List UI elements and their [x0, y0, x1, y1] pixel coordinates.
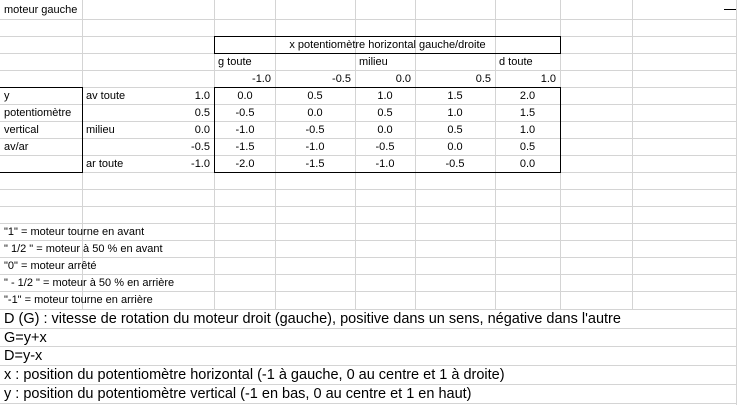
- gridline: [0, 206, 737, 207]
- value-cell[interactable]: 1.0: [519, 124, 536, 136]
- sheet-edge-marker: [724, 9, 736, 10]
- value-cell[interactable]: 1.0: [377, 90, 393, 102]
- title-cell[interactable]: moteur gauche: [4, 4, 78, 16]
- legend-line[interactable]: "0" = moteur arrêté: [4, 260, 97, 272]
- row-label-av-toute[interactable]: av toute: [86, 90, 126, 102]
- x-label-d-toute[interactable]: d toute: [499, 56, 533, 68]
- value-cell[interactable]: 1.5: [519, 107, 536, 119]
- border: [560, 87, 561, 173]
- row-label-vertical[interactable]: vertical: [4, 124, 39, 136]
- row-label-milieu[interactable]: milieu: [86, 124, 115, 136]
- x-value-cell[interactable]: -0.5: [332, 73, 351, 85]
- gridline: [0, 189, 737, 190]
- y-value-cell[interactable]: 0.0: [194, 124, 210, 136]
- row-label-potentiometre[interactable]: potentiomètre: [4, 107, 72, 119]
- x-label-g-toute[interactable]: g toute: [218, 56, 252, 68]
- note-line[interactable]: G=y+x: [4, 330, 47, 346]
- x-value-cell[interactable]: 1.0: [540, 73, 556, 85]
- gridline: [0, 328, 737, 329]
- x-label-milieu[interactable]: milieu: [359, 56, 388, 68]
- value-cell[interactable]: 0.5: [307, 90, 323, 102]
- value-cell[interactable]: -1.0: [305, 141, 325, 153]
- value-cell[interactable]: -1.5: [235, 141, 255, 153]
- y-value-cell[interactable]: -0.5: [191, 141, 210, 153]
- y-value-cell[interactable]: 1.0: [194, 90, 210, 102]
- header-cell[interactable]: x potentiomètre horizontal gauche/droite: [289, 39, 486, 51]
- legend-line[interactable]: " 1/2 " = moteur à 50 % en avant: [4, 243, 163, 255]
- legend-line[interactable]: " - 1/2 " = moteur à 50 % en arrière: [4, 277, 175, 289]
- value-cell[interactable]: -0.5: [305, 124, 325, 136]
- value-cell[interactable]: -1.0: [235, 124, 255, 136]
- y-value-cell[interactable]: 0.5: [194, 107, 210, 119]
- value-cell[interactable]: -1.5: [305, 158, 325, 170]
- legend-line[interactable]: "-1" = moteur tourne en arrière: [4, 294, 153, 306]
- gridline: [0, 346, 737, 347]
- note-line[interactable]: D=y-x: [4, 348, 43, 364]
- value-cell[interactable]: 1.5: [447, 90, 463, 102]
- value-cell[interactable]: -0.5: [235, 107, 255, 119]
- value-cell[interactable]: -0.5: [445, 158, 465, 170]
- gridline: [632, 0, 633, 309]
- value-cell[interactable]: -2.0: [235, 158, 255, 170]
- value-cell[interactable]: 0.5: [519, 141, 536, 153]
- value-cell[interactable]: 0.0: [377, 124, 393, 136]
- value-cell[interactable]: 0.0: [447, 141, 463, 153]
- gridline: [0, 19, 737, 20]
- value-cell[interactable]: 0.5: [377, 107, 393, 119]
- note-line[interactable]: D (G) : vitesse de rotation du moteur droit (gauche), positive dans un sens, négative dans l'autre: [4, 311, 621, 327]
- legend-line[interactable]: "1" = moteur tourne en avant: [4, 226, 145, 238]
- value-cell[interactable]: -1.0: [375, 158, 395, 170]
- y-value-cell[interactable]: -1.0: [191, 158, 210, 170]
- value-cell[interactable]: 0.5: [447, 124, 463, 136]
- value-cell[interactable]: 2.0: [519, 90, 536, 102]
- row-label-ar-toute[interactable]: ar toute: [86, 158, 124, 170]
- value-cell[interactable]: 0.0: [237, 90, 253, 102]
- x-value-cell[interactable]: 0.5: [475, 73, 491, 85]
- row-label-y[interactable]: y: [4, 90, 10, 102]
- value-cell[interactable]: 1.0: [447, 107, 463, 119]
- value-cell[interactable]: -0.5: [375, 141, 395, 153]
- row-label-av-ar[interactable]: av/ar: [4, 141, 29, 153]
- note-line[interactable]: x : position du potentiomètre horizontal (-1 à gauche, 0 au centre et 1 à droite): [4, 367, 505, 383]
- x-value-cell[interactable]: -1.0: [252, 73, 271, 85]
- gridline: [0, 403, 737, 404]
- value-cell[interactable]: 0.0: [519, 158, 536, 170]
- x-value-cell[interactable]: 0.0: [395, 73, 411, 85]
- border: [0, 87, 83, 88]
- value-cell[interactable]: 0.0: [307, 107, 323, 119]
- note-line[interactable]: y : position du potentiomètre vertical (-1 en bas, 0 au centre et 1 en haut): [4, 386, 472, 402]
- border: [0, 172, 83, 173]
